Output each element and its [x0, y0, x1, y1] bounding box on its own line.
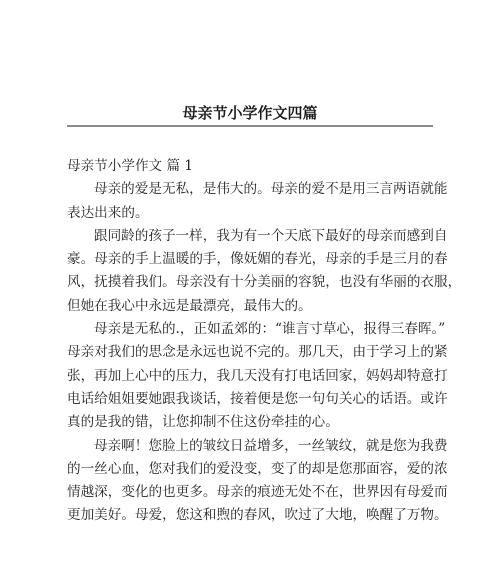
paragraph-4 [67, 435, 448, 528]
paragraph-line: 豪。母亲的手上温暖的手，像妩媚的春光，母亲的手是三月的春 [67, 251, 448, 268]
paragraph-line: 更加美好。母爱，您这和煦的春风，吹过了大地，唤醒了万物。 [67, 507, 448, 524]
paragraph-line: 电话给姐姐要她跟我谈话，接着便是您一句句关心的话语。或许 [67, 390, 448, 407]
paragraph-line: 风，抚摸着我们。母亲没有十分美丽的容貌，也没有华丽的衣服， [67, 274, 462, 291]
paragraph-line: 母亲啊！您脸上的皱纹日益增多，一丝皱纹，就是您为我费 [94, 437, 448, 454]
paragraph-line: 母亲对我们的思念是永远也说不完的。那几天，由于学习上的紧 [67, 344, 448, 361]
title-divider [67, 125, 433, 127]
paragraph-3 [67, 318, 448, 434]
paragraph-line: 母亲是无私的.，正如孟郊的：“谁言寸草心，报得三春晖。” [94, 321, 446, 338]
paragraph-line: 张，再加上心中的压力，我几天没有打电话回家，妈妈却特意打 [67, 367, 448, 384]
paragraph-line: 真的是我的错，让您抑制不住这份牵挂的心。 [67, 414, 339, 431]
paragraph-line: 表达出来的。 [67, 204, 149, 221]
document-body [67, 155, 462, 528]
paragraph-line: 情越深，变化的也更多。母亲的痕迹无处不在，世界因有母爱而 [67, 484, 448, 501]
paragraph-line: 但她在我心中永远是最漂亮，最伟大的。 [67, 297, 312, 314]
section-heading: 母亲节小学作文 篇 1 [67, 158, 194, 174]
paragraph-line: 的一丝心血，您对我们的爱没变，变了的却是您那面容，爱的浓 [67, 460, 448, 477]
paragraph-1 [67, 178, 448, 225]
document-title: 母亲节小学作文四篇 [182, 104, 318, 122]
paragraph-line: 母亲的爱是无私，是伟大的。母亲的爱不是用三言两语就能 [94, 181, 448, 198]
paragraph-2 [67, 225, 462, 318]
paragraph-line: 跟同龄的孩子一样，我为有一个天底下最好的母亲而感到自 [94, 227, 448, 244]
